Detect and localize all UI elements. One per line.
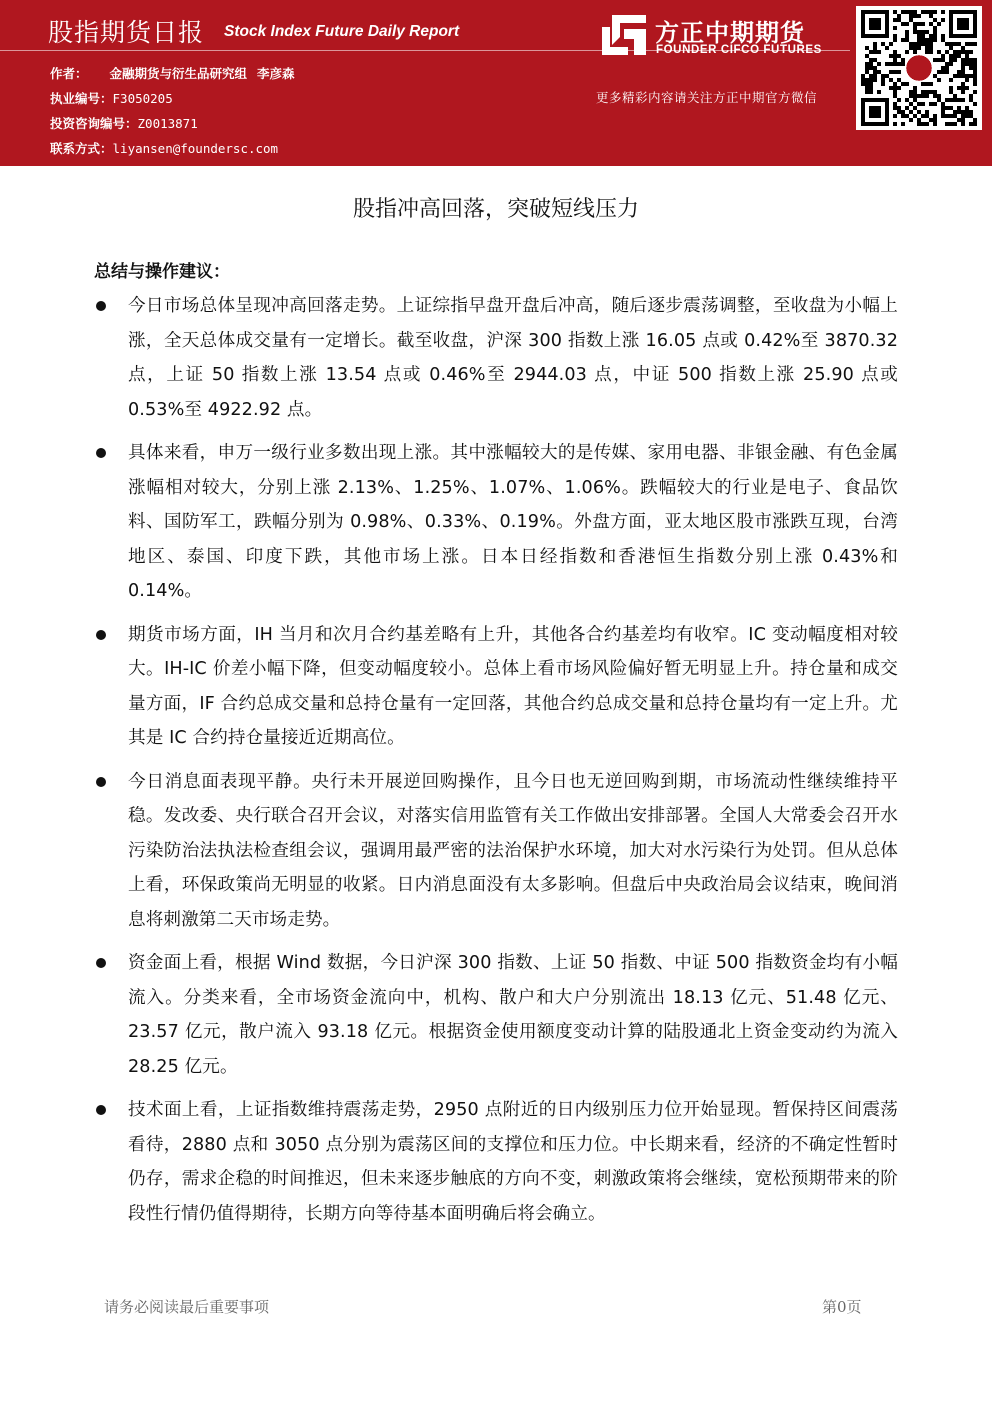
bullet-dot-icon bbox=[96, 777, 106, 787]
brand-name-cn: 方正中期期货 bbox=[655, 19, 805, 47]
wechat-note: 更多精彩内容请关注方正中期官方微信 bbox=[596, 90, 818, 105]
list-item-text: 具体来看，申万一级行业多数出现上涨。其中涨幅较大的是传媒、家用电器、非银金融、有色金属涨幅相对较大，分别上涨 2.13%、1.25%、1.07%、1.06%。跌幅较大的行业是电子、食品饮料、国防军工，跌幅分别为 0.98%、0.33%、0.19%。外盘方面，亚太地区股市涨跌互现，台湾地区、泰国、印度下跌，其他市场上涨。日本日经指数和香港恒生指数分别上涨 0.43%和 0.14%。 bbox=[128, 443, 898, 601]
author-label: 作者： bbox=[50, 66, 88, 81]
footer-disclaimer: 请务必阅读最后重要事项 bbox=[104, 1298, 270, 1316]
license-value: F3050205 bbox=[112, 91, 173, 106]
list-item bbox=[94, 289, 898, 427]
document-title: 股指冲高回落，突破短线压力 bbox=[352, 197, 639, 222]
bullet-dot-icon bbox=[96, 448, 106, 458]
wechat-qr-code-icon bbox=[860, 10, 978, 126]
license-label: 执业编号： bbox=[50, 91, 113, 106]
bullet-dot-icon bbox=[96, 958, 106, 968]
contact-line bbox=[50, 139, 278, 157]
list-item-text: 技术面上看，上证指数维持震荡走势，2950 点附近的日内级别压力位开始显现。暂保持区间震荡看待，2880 点和 3050 点分别为震荡区间的支撑位和压力位。中长期来看，经济的不确定性暂时仍存，需求企稳的时间推迟，但未来逐步触底的方向不变，刺激政策将会继续，宽松预期带来的阶段性行情仍值得期待，长期方向等待基本面明确后将会确立。 bbox=[128, 1100, 898, 1224]
author-group: 金融期货与衍生品研究组 bbox=[109, 66, 248, 81]
summary-list bbox=[94, 289, 898, 1240]
list-item bbox=[94, 946, 898, 1084]
report-title-en: Stock Index Future Daily Report bbox=[224, 23, 460, 40]
author-line bbox=[50, 64, 295, 82]
page-number: 第0页 bbox=[822, 1298, 862, 1316]
contact-label: 联系方式： bbox=[50, 141, 113, 156]
qr-frame bbox=[856, 6, 982, 130]
license-line bbox=[50, 89, 173, 107]
advisory-line bbox=[50, 114, 198, 132]
bullet-dot-icon bbox=[96, 630, 106, 640]
list-item bbox=[94, 1093, 898, 1231]
list-item-text: 期货市场方面，IH 当月和次月合约基差略有上升，其他各合约基差均有收窄。IC 变动幅度相对较大。IH-IC 价差小幅下降，但变动幅度较小。总体上看市场风险偏好暂无明显上升。持仓量和成交量方面，IF 合约总成交量和总持仓量有一定回落，其他合约总成交量和总持仓量均有一定上升。尤其是 IC 合约持仓量接近近期高位。 bbox=[128, 624, 898, 748]
list-item bbox=[94, 765, 898, 938]
founder-logo-icon bbox=[602, 15, 646, 55]
author-name: 李彦森 bbox=[257, 66, 295, 81]
advisory-label: 投资咨询编号： bbox=[50, 116, 138, 131]
advisory-value: Z0013871 bbox=[137, 116, 198, 131]
section-heading: 总结与操作建议： bbox=[94, 262, 230, 282]
list-item-text: 今日市场总体呈现冲高回落走势。上证综指早盘开盘后冲高，随后逐步震荡调整，至收盘为小幅上涨，全天总体成交量有一定增长。截至收盘，沪深 300 指数上涨 16.05 点或 0.42%至 3870.32 点，上证 50 指数上涨 13.54 点或 0.46%至 2944.03 点，中证 500 指数上涨 25.90 点或 0.53%至 4922.92 点。 bbox=[128, 296, 898, 420]
list-item bbox=[94, 618, 898, 756]
bullet-dot-icon bbox=[96, 301, 106, 311]
list-item-text: 资金面上看，根据 Wind 数据，今日沪深 300 指数、上证 50 指数、中证 500 指数资金均有小幅流入。分类来看，全市场资金流向中，机构、散户和大户分别流出 18.13 亿元、51.48 亿元、23.57 亿元，散户流入 93.18 亿元。根据资金使用额度变动计算的陆股通北上资金变动约为流入 28.25 亿元。 bbox=[128, 953, 898, 1077]
contact-email[interactable]: liyansen@foundersc.com bbox=[112, 141, 279, 156]
report-title-cn: 股指期货日报 bbox=[48, 18, 205, 47]
brand-name-en: FOUNDER CIFCO FUTURES bbox=[656, 44, 822, 56]
bullet-dot-icon bbox=[96, 1105, 106, 1115]
list-item bbox=[94, 436, 898, 609]
list-item-text: 今日消息面表现平静。央行未开展逆回购操作，且今日也无逆回购到期，市场流动性继续维持平稳。发改委、央行联合召开会议，对落实信用监管有关工作做出安排部署。全国人大常委会召开水污染防治法执法检查组会议，强调用最严密的法治保护水环境，加大对水污染行为处罚。但从总体上看，环保政策尚无明显的收紧。日内消息面没有太多影响。但盘后中央政治局会议结束，晚间消息将刺激第二天市场走势。 bbox=[128, 771, 898, 930]
report-header bbox=[0, 0, 992, 166]
